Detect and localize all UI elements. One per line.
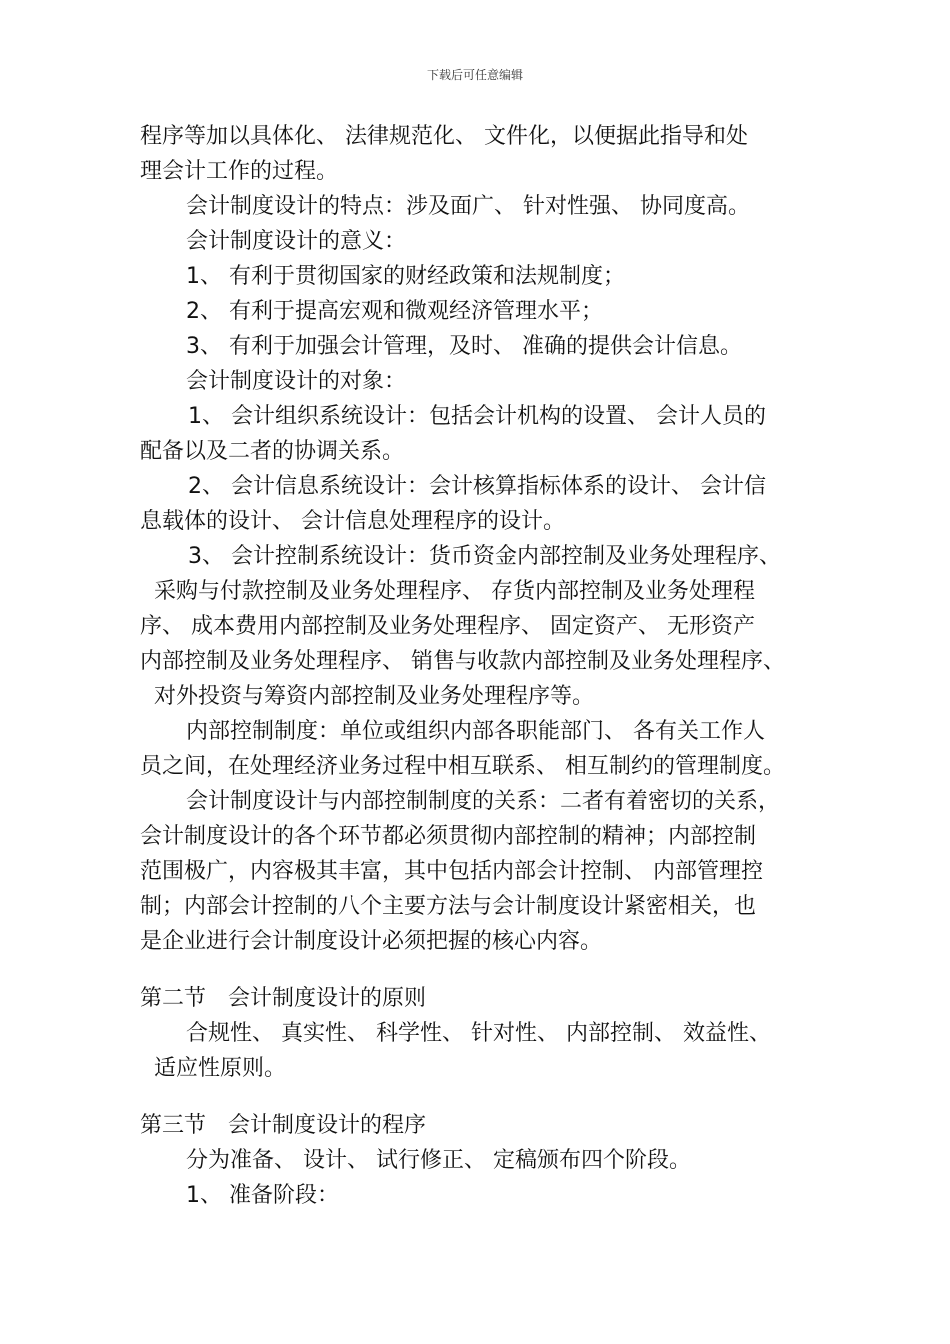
list-item: 1、 会计组织系统设计：包括会计机构的设置、 会计人员的 (188, 404, 766, 429)
paragraph-line: 会计制度设计的特点：涉及面广、 针对性强、 协同度高。 (186, 194, 750, 219)
list-item: 3、 会计控制系统设计：货币资金内部控制及业务处理程序、 (188, 544, 781, 569)
paragraph-line: 分为准备、 设计、 试行修正、 定稿颁布四个阶段。 (186, 1148, 691, 1173)
paragraph-line: 理会计工作的过程。 (140, 159, 339, 184)
paragraph-line: 会计制度设计的对象： (186, 369, 407, 394)
paragraph-line: 对外投资与筹资内部控制及业务处理程序等。 (154, 684, 595, 709)
paragraph-line: 会计制度设计的各个环节都必须贯彻内部控制的精神；内部控制 (140, 824, 757, 849)
paragraph-line: 配备以及二者的协调关系。 (140, 439, 405, 464)
paragraph-line: 员之间，在处理经济业务过程中相互联系、 相互制约的管理制度。 (140, 754, 785, 779)
paragraph-line: 息载体的设计、 会计信息处理程序的设计。 (140, 509, 565, 534)
list-item: 2、 有利于提高宏观和微观经济管理水平； (186, 299, 603, 324)
section-heading: 第三节 会计制度设计的程序 (140, 1113, 427, 1138)
paragraph-line: 内部控制制度：单位或组织内部各职能部门、 各有关工作人 (186, 719, 765, 744)
paragraph-line: 会计制度设计与内部控制制度的关系：二者有着密切的关系， (186, 789, 781, 814)
paragraph-line: 序、 成本费用内部控制及业务处理程序、 固定资产、 无形资产 (140, 614, 755, 639)
list-item: 3、 有利于加强会计管理，及时、 准确的提供会计信息。 (186, 334, 742, 359)
paragraph-line: 程序等加以具体化、 法律规范化、 文件化，以便据此指导和处 (140, 124, 748, 149)
document-body (140, 119, 830, 1213)
paragraph-line: 适应性原则。 (154, 1056, 287, 1081)
paragraph-line: 采购与付款控制及业务处理程序、 存货内部控制及业务处理程 (154, 579, 755, 604)
list-item: 2、 会计信息系统设计：会计核算指标体系的设计、 会计信 (188, 474, 766, 499)
section-heading: 第二节 会计制度设计的原则 (140, 986, 427, 1011)
list-item: 1、 准备阶段： (186, 1183, 339, 1208)
paragraph-line: 内部控制及业务处理程序、 销售与收款内部控制及业务处理程序、 (140, 649, 785, 674)
list-item: 1、 有利于贯彻国家的财经政策和法规制度； (186, 264, 625, 289)
paragraph-line: 范围极广，内容极其丰富，其中包括内部会计控制、 内部管理控 (140, 859, 763, 884)
paragraph-line: 会计制度设计的意义： (186, 229, 407, 254)
paragraph-line: 制；内部会计控制的八个主要方法与会计制度设计紧密相关，也 (140, 894, 757, 919)
page-header: 下载后可任意编辑 (426, 68, 523, 82)
paragraph-line: 是企业进行会计制度设计必须把握的核心内容。 (140, 929, 603, 954)
paragraph-line: 合规性、 真实性、 科学性、 针对性、 内部控制、 效益性、 (186, 1021, 771, 1046)
